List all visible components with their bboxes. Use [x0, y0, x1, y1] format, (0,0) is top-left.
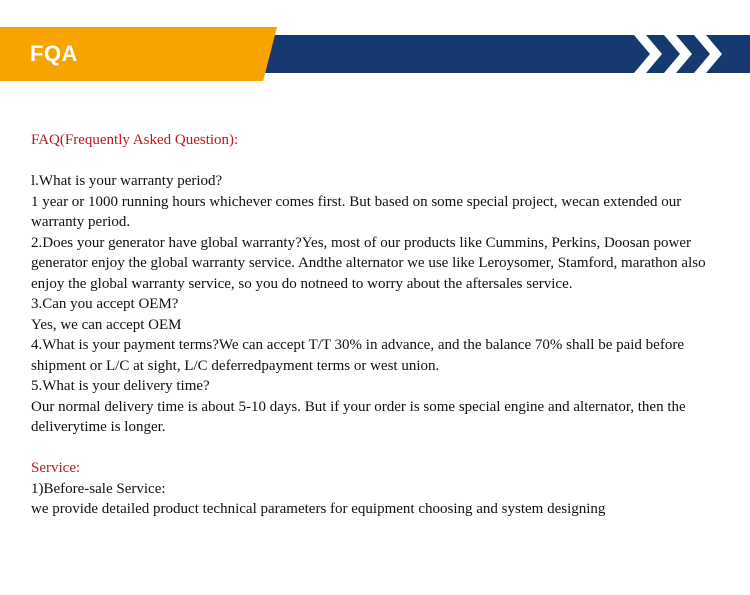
faq-question-answer-4: 4.What is your payment terms?We can accept T/T 30% in advance, and the balance 70% shall be paid before shipment or L/C at sight, L/C deferredpayment terms or west union. [31, 337, 684, 374]
triple-chevron-right-icon [634, 35, 730, 73]
service-heading: Service: [31, 460, 81, 476]
faq-answer-3: Yes, we can accept OEM [31, 316, 182, 333]
faq-content [31, 130, 731, 520]
faq-question-answer-2: 2.Does your generator have global warranty?Yes, most of our products like Cummins, Perkins, Doosan power generator enjoy the global warranty service. Andthe alternator we use like Leroysomer, Stamford, marathon also enjoy the global warranty service, so you do notneed to worry about the aftersales service. [31, 234, 706, 292]
faq-answer-1: 1 year or 1000 running hours whichever comes first. But based on some special project, wecan extended our warranty period. [31, 193, 682, 230]
faq-question-3: 3.Can you accept OEM? [31, 296, 179, 312]
spacer [31, 151, 731, 172]
service-subheading: 1)Before-sale Service: [31, 480, 166, 497]
faq-question-1: l.What is your warranty period? [31, 173, 223, 189]
spacer [31, 438, 731, 459]
faq-heading: FAQ(Frequently Asked Question): [31, 132, 239, 148]
faq-question-5: 5.What is your delivery time? [31, 378, 210, 394]
section-banner [0, 27, 750, 81]
faq-answer-5: Our normal delivery time is about 5-10 days. But if your order is some special engine and alternator, then the deliverytime is longer. [31, 398, 686, 435]
service-description: we provide detailed product technical parameters for equipment choosing and system designing [31, 501, 606, 517]
banner-title: FQA [30, 41, 78, 66]
